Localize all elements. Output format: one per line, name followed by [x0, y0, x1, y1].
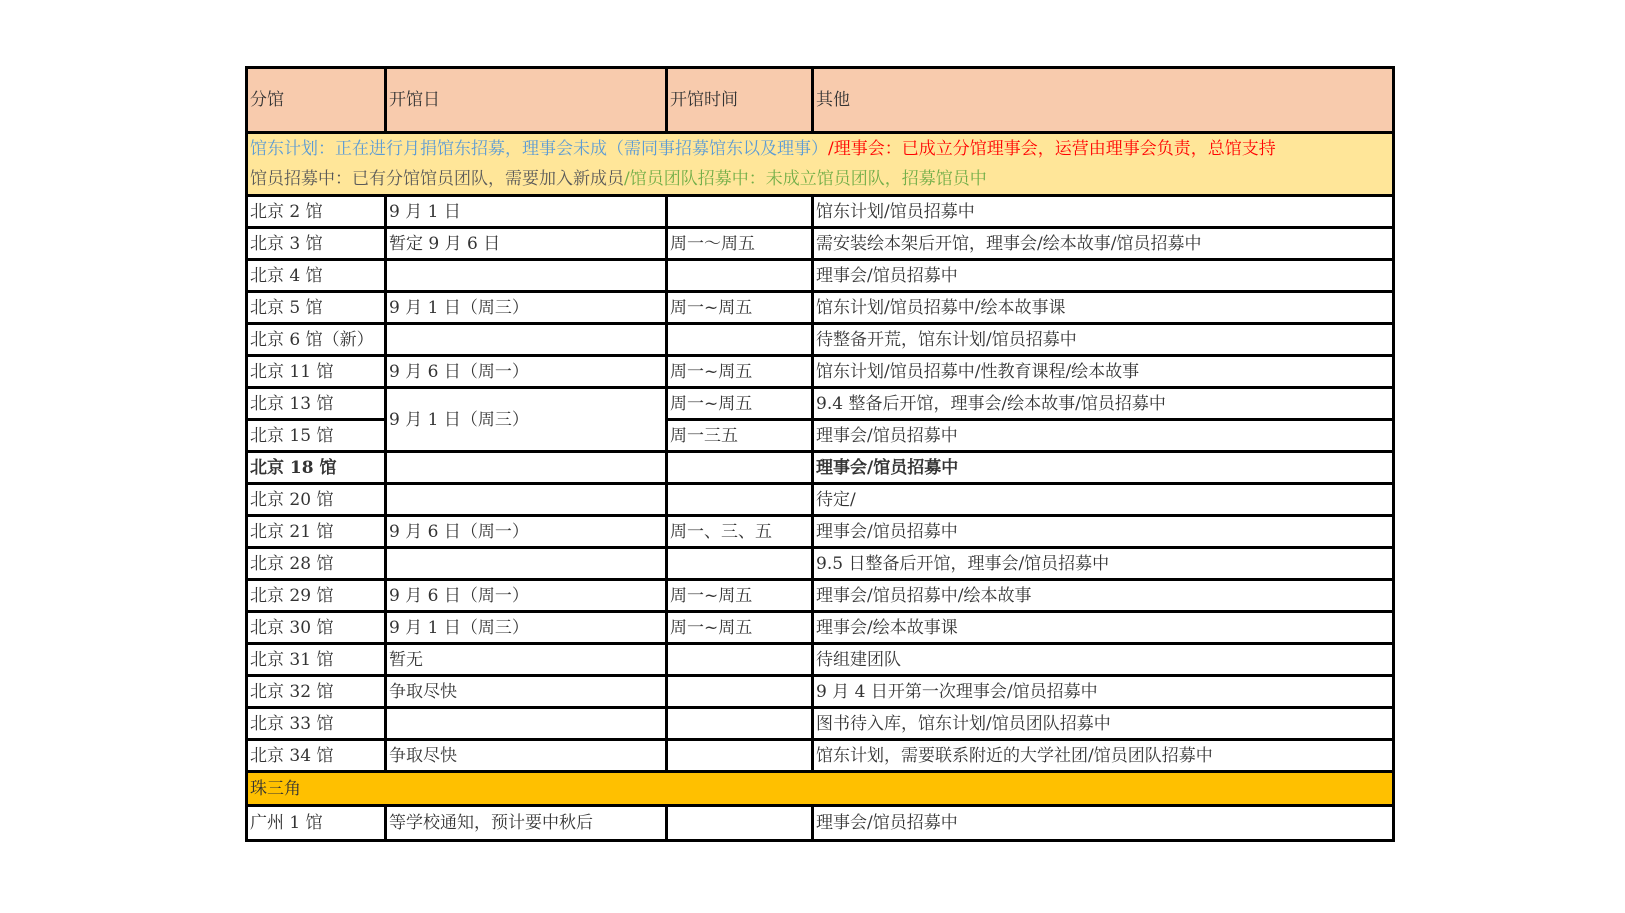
cell-date-merged[interactable]: 9 月 1 日（周三） [386, 388, 667, 452]
cell-date[interactable]: 9 月 1 日 [386, 196, 667, 228]
cell-date[interactable] [386, 452, 667, 484]
cell-branch[interactable]: 北京 6 馆（新） [247, 324, 386, 356]
table-row [247, 324, 1394, 356]
section-label-pearl-river-delta[interactable]: 珠三角 [247, 772, 1394, 806]
cell-time[interactable]: 周一～周五 [667, 228, 813, 260]
cell-time[interactable] [667, 324, 813, 356]
legend-line-2 [250, 164, 1392, 194]
table-row [247, 452, 1394, 484]
cell-branch[interactable]: 北京 30 馆 [247, 612, 386, 644]
table-row [247, 740, 1394, 772]
cell-time[interactable]: 周一~周五 [667, 356, 813, 388]
header-row [247, 68, 1394, 133]
cell-date[interactable] [386, 708, 667, 740]
table-row [247, 806, 1394, 841]
cell-branch[interactable]: 广州 1 馆 [247, 806, 386, 841]
cell-branch[interactable]: 北京 13 馆 [247, 388, 386, 420]
cell-time[interactable]: 周一~周五 [667, 292, 813, 324]
table-row [247, 580, 1394, 612]
cell-other[interactable]: 馆东计划，需要联系附近的大学社团/馆员团队招募中 [813, 740, 1394, 772]
cell-branch[interactable]: 北京 28 馆 [247, 548, 386, 580]
table-row [247, 676, 1394, 708]
cell-other[interactable]: 理事会/馆员招募中 [813, 516, 1394, 548]
header-cell-open-time[interactable]: 开馆时间 [667, 68, 813, 133]
cell-branch[interactable]: 北京 11 馆 [247, 356, 386, 388]
table-row [247, 612, 1394, 644]
table-row [247, 292, 1394, 324]
cell-date[interactable]: 争取尽快 [386, 676, 667, 708]
cell-other[interactable]: 理事会/馆员招募中 [813, 420, 1394, 452]
branch-schedule-table [245, 66, 1395, 842]
cell-other[interactable]: 馆东计划/馆员招募中/绘本故事课 [813, 292, 1394, 324]
cell-other[interactable]: 待整备开荒，馆东计划/馆员招募中 [813, 324, 1394, 356]
cell-other[interactable]: 理事会/馆员招募中 [813, 806, 1394, 841]
cell-time[interactable] [667, 676, 813, 708]
cell-time[interactable]: 周一~周五 [667, 388, 813, 420]
legend-staff-recruiting: 馆员招募中：已有分馆馆员团队，需要加入新成员 [250, 169, 624, 189]
cell-other[interactable]: 待组建团队 [813, 644, 1394, 676]
cell-date[interactable] [386, 484, 667, 516]
cell-branch[interactable]: 北京 3 馆 [247, 228, 386, 260]
header-cell-open-date[interactable]: 开馆日 [386, 68, 667, 133]
cell-branch[interactable]: 北京 29 馆 [247, 580, 386, 612]
cell-other[interactable]: 理事会/馆员招募中 [813, 260, 1394, 292]
cell-time[interactable] [667, 740, 813, 772]
cell-branch[interactable]: 北京 31 馆 [247, 644, 386, 676]
header-cell-branch[interactable]: 分馆 [247, 68, 386, 133]
legend-owner-plan: 馆东计划：正在进行月捐馆东招募，理事会未成（需同事招募馆东以及理事） [250, 139, 828, 159]
table-row [247, 356, 1394, 388]
section-row [247, 772, 1394, 806]
table-row [247, 548, 1394, 580]
cell-other[interactable]: 理事会/绘本故事课 [813, 612, 1394, 644]
cell-time[interactable] [667, 452, 813, 484]
cell-date[interactable]: 等学校通知，预计要中秋后 [386, 806, 667, 841]
cell-other[interactable]: 馆东计划/馆员招募中 [813, 196, 1394, 228]
cell-time[interactable] [667, 644, 813, 676]
cell-date[interactable]: 9 月 1 日（周三） [386, 612, 667, 644]
cell-branch[interactable]: 北京 18 馆 [247, 452, 386, 484]
table-row [247, 484, 1394, 516]
cell-branch[interactable]: 北京 34 馆 [247, 740, 386, 772]
cell-time[interactable]: 周一~周五 [667, 612, 813, 644]
table-row [247, 228, 1394, 260]
legend-row [247, 133, 1394, 196]
cell-date[interactable]: 9 月 1 日（周三） [386, 292, 667, 324]
cell-branch[interactable]: 北京 4 馆 [247, 260, 386, 292]
cell-branch[interactable]: 北京 20 馆 [247, 484, 386, 516]
table-row [247, 708, 1394, 740]
cell-date[interactable] [386, 260, 667, 292]
cell-time[interactable]: 周一、三、五 [667, 516, 813, 548]
cell-branch[interactable]: 北京 2 馆 [247, 196, 386, 228]
table-row [247, 644, 1394, 676]
cell-other[interactable]: 馆东计划/馆员招募中/性教育课程/绘本故事 [813, 356, 1394, 388]
cell-date[interactable]: 暂无 [386, 644, 667, 676]
cell-branch[interactable]: 北京 15 馆 [247, 420, 386, 452]
cell-branch[interactable]: 北京 5 馆 [247, 292, 386, 324]
cell-time[interactable] [667, 806, 813, 841]
cell-other[interactable]: 理事会/馆员招募中/绘本故事 [813, 580, 1394, 612]
cell-other[interactable]: 9.4 整备后开馆，理事会/绘本故事/馆员招募中 [813, 388, 1394, 420]
legend-team-recruiting: /馆员团队招募中：未成立馆员团队，招募馆员中 [624, 169, 987, 189]
cell-date[interactable] [386, 548, 667, 580]
cell-other[interactable]: 图书待入库，馆东计划/馆员团队招募中 [813, 708, 1394, 740]
cell-date[interactable]: 9 月 6 日（周一） [386, 580, 667, 612]
cell-other[interactable]: 9 月 4 日开第一次理事会/馆员招募中 [813, 676, 1394, 708]
cell-time[interactable] [667, 260, 813, 292]
cell-date[interactable]: 9 月 6 日（周一） [386, 356, 667, 388]
cell-other[interactable]: 待定/ [813, 484, 1394, 516]
cell-other[interactable]: 需安装绘本架后开馆，理事会/绘本故事/馆员招募中 [813, 228, 1394, 260]
cell-time[interactable]: 周一~周五 [667, 580, 813, 612]
header-cell-other[interactable]: 其他 [813, 68, 1394, 133]
cell-branch[interactable]: 北京 32 馆 [247, 676, 386, 708]
cell-other[interactable]: 理事会/馆员招募中 [813, 452, 1394, 484]
cell-time[interactable] [667, 484, 813, 516]
cell-time[interactable]: 周一三五 [667, 420, 813, 452]
table-row [247, 196, 1394, 228]
cell-date[interactable]: 暂定 9 月 6 日 [386, 228, 667, 260]
legend-council: /理事会：已成立分馆理事会，运营由理事会负责，总馆支持 [828, 139, 1276, 159]
cell-date[interactable] [386, 324, 667, 356]
table-row [247, 388, 1394, 420]
cell-time[interactable] [667, 196, 813, 228]
cell-other[interactable]: 9.5 日整备后开馆，理事会/馆员招募中 [813, 548, 1394, 580]
legend-line-1 [250, 134, 1392, 164]
cell-branch[interactable]: 北京 33 馆 [247, 708, 386, 740]
table-row [247, 516, 1394, 548]
cell-date[interactable]: 争取尽快 [386, 740, 667, 772]
cell-time[interactable] [667, 708, 813, 740]
legend-cell[interactable] [247, 133, 1394, 196]
cell-date[interactable]: 9 月 6 日（周一） [386, 516, 667, 548]
cell-time[interactable] [667, 548, 813, 580]
table-row [247, 260, 1394, 292]
cell-branch[interactable]: 北京 21 馆 [247, 516, 386, 548]
